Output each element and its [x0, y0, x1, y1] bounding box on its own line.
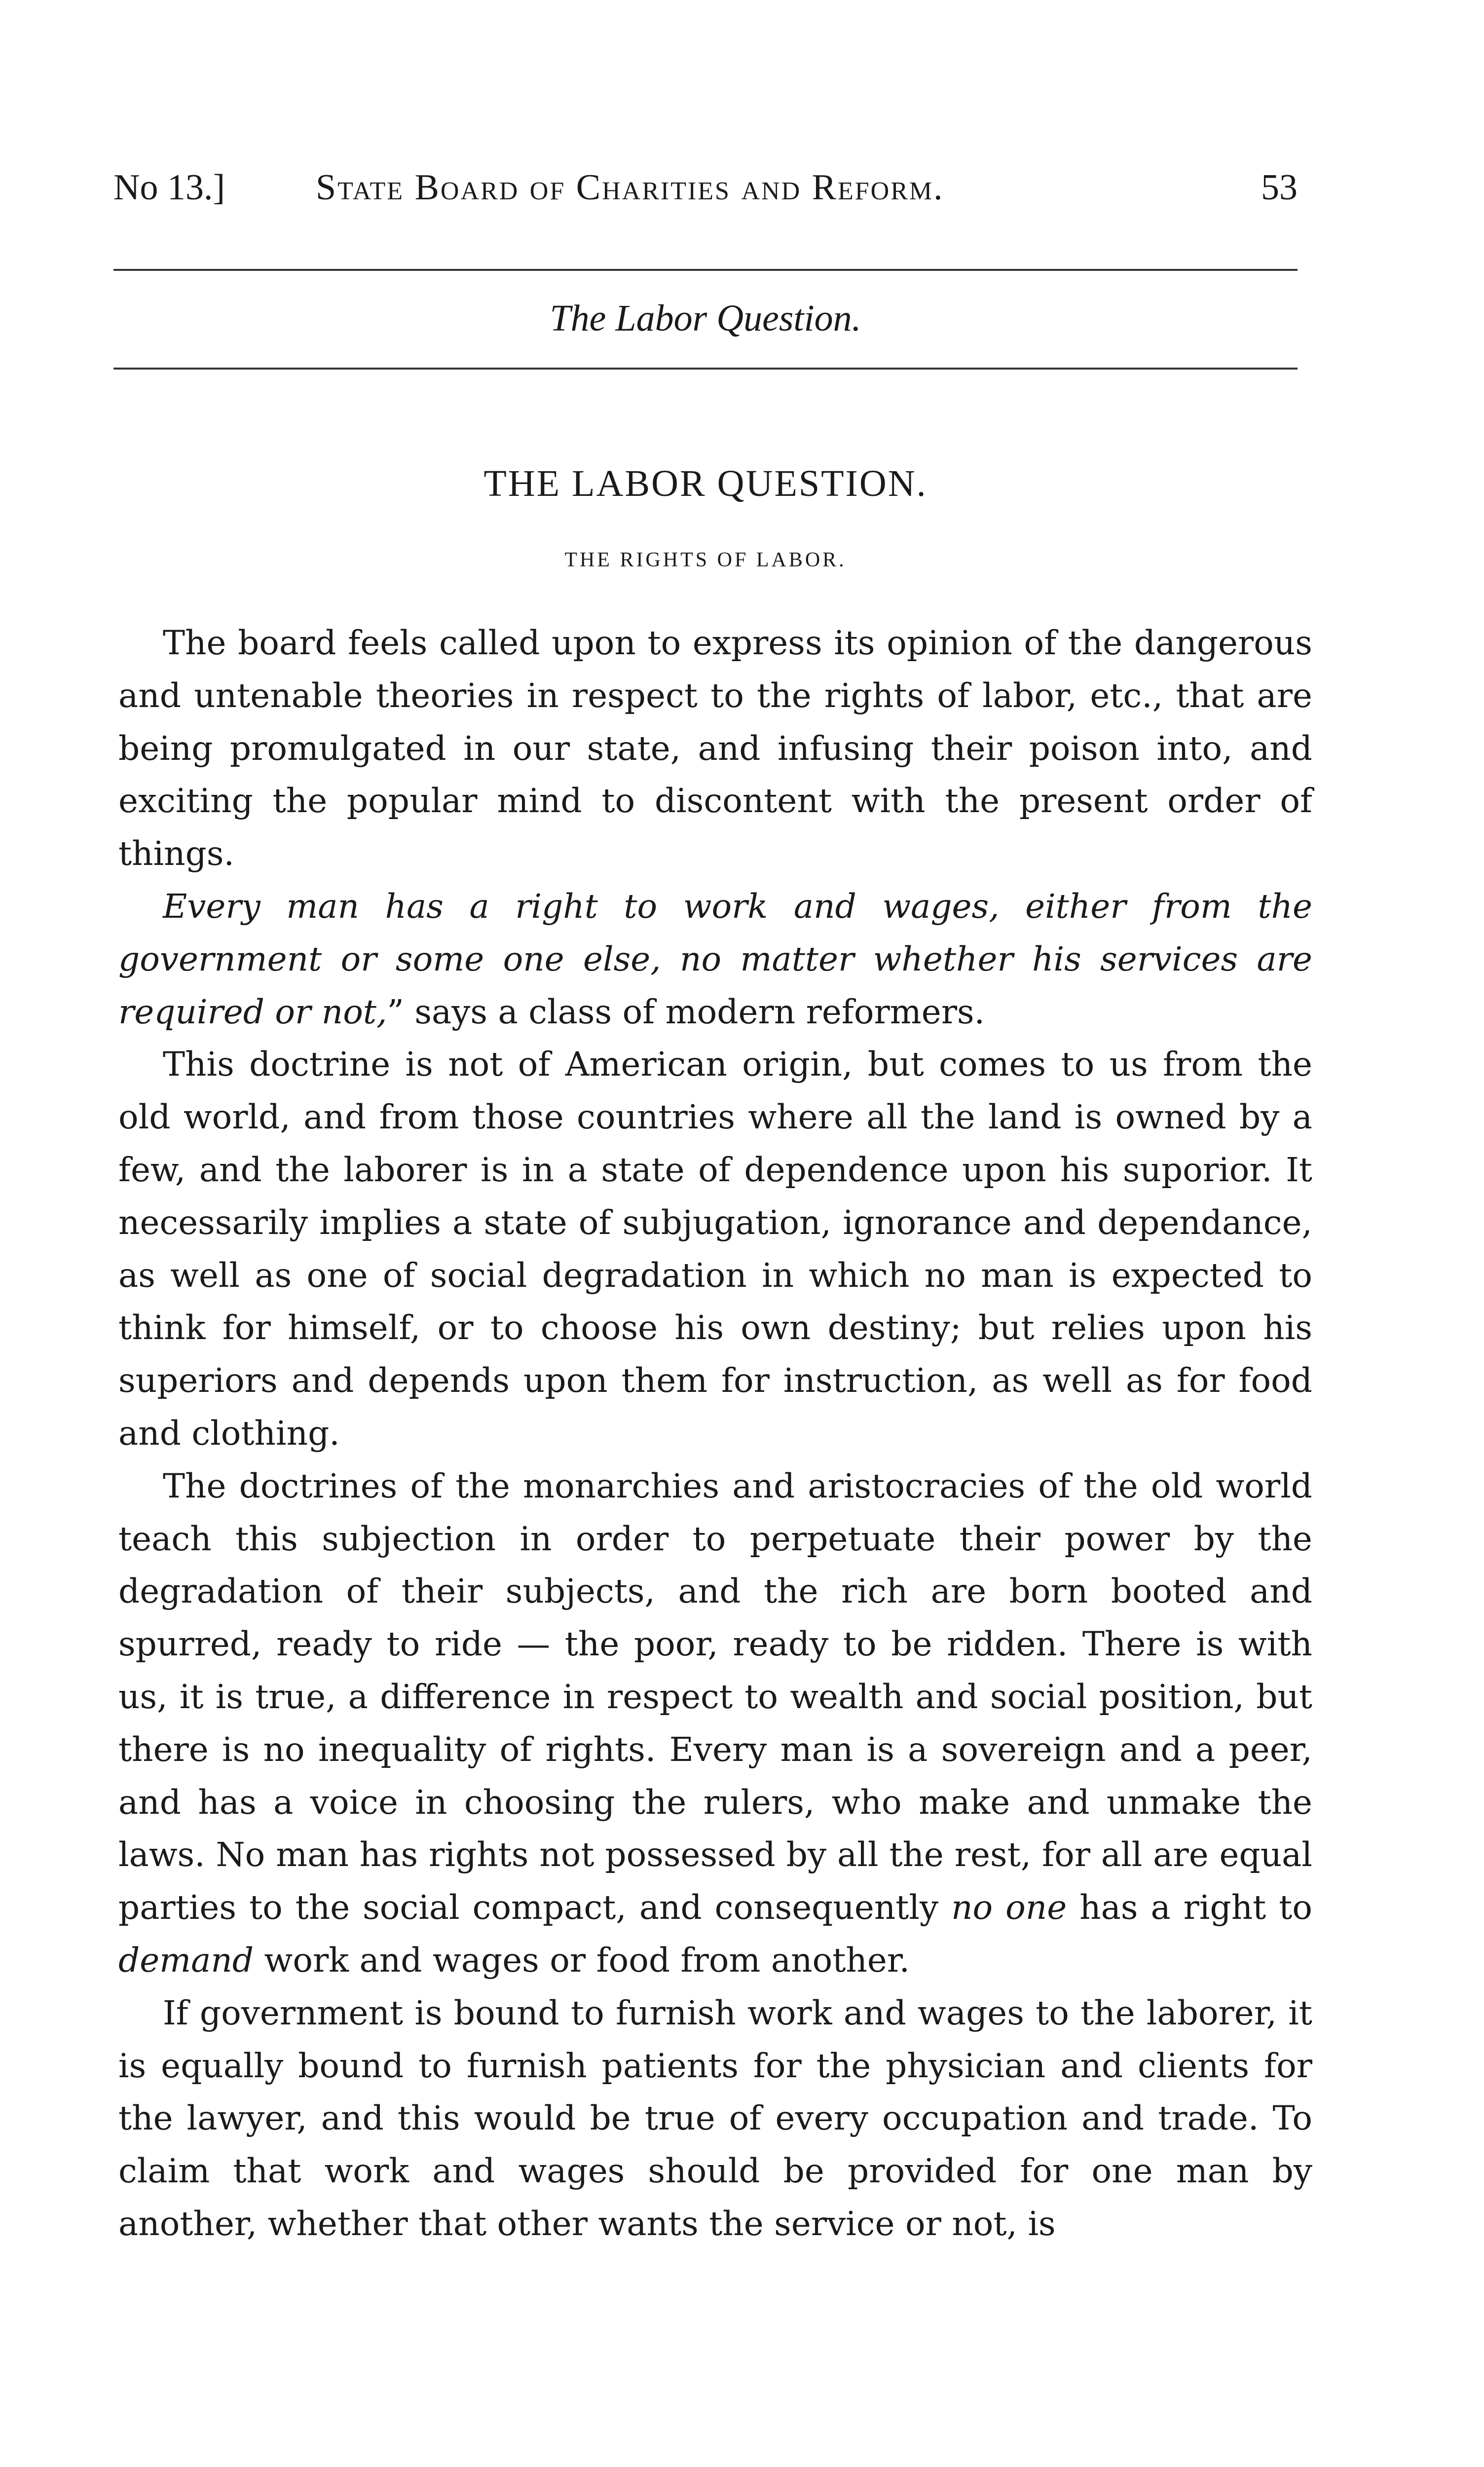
header-rule-bottom: [113, 368, 1298, 370]
page-subtitle: THE RIGHTS OF LABOR.: [564, 549, 847, 571]
paragraph-2: [118, 880, 1312, 1038]
paragraph-4-part-2: has a right to: [1067, 1888, 1312, 1927]
section-head: The Labor Question.: [550, 298, 861, 339]
paragraph-4: [118, 1460, 1312, 1987]
document-number: No 13.]: [113, 167, 225, 208]
paragraph-5: If government is bound to furnish work and wages to the laborer, it is equally bound to furnish patients for the physician and clients for the lawyer, and this would be true of every occupation and trade. To claim that work and wages should be provided for one man by another, whether that other wants the service or not, is: [118, 1993, 1312, 2243]
quoted-claim: Every man has a right to work and wages, either from the government or some one else, no matter whether his services are required or not,: [118, 886, 1312, 1031]
paragraph-4-part-3: work and wages or food from another.: [254, 1940, 910, 1980]
paragraph-1: The board feels called upon to express its opinion of the dangerous and untenable theories in respect to the rights of labor, etc., that are being promulgated in our state, and infusing their poison into, and exciting the popular mind to discontent with the present order of things.: [118, 623, 1312, 873]
running-header: [113, 163, 1298, 212]
publication-title: State Board of Charities and Reform.: [316, 167, 944, 208]
page-title: THE LABOR QUESTION.: [483, 463, 928, 504]
emphasis-no-one: no one: [951, 1888, 1067, 1927]
paragraph-4-part-1: The doctrines of the monarchies and aristocracies of the old world teach this subjection in order to perpetuate their power by the degradation of their subjects, and the rich are born booted and spurred, ready to ride — the poor, ready to be ridden. There is with us, it is true, a difference in respect to wealth and social position, but there is no inequality of rights. Every man is a sovereign and a peer, and has a voice in choosing the rulers, who make and unmake the laws. No man has rights not possessed by all the rest, for all are equal parties to the social compact, and consequently: [118, 1466, 1312, 1927]
emphasis-demand: demand: [118, 1940, 254, 1980]
body-text: [118, 617, 1312, 2250]
quote-attribution: ” says a class of modern reformers.: [387, 992, 985, 1031]
paragraph-3: This doctrine is not of American origin, but comes to us from the old world, and from those countries where all the land is owned by a few, and the laborer is in a state of dependence upon his suporior. It necessarily implies a state of subjugation, ignorance and dependance, as well as one of social degradation in which no man is expected to think for himself, or to choose his own destiny; but relies upon his superiors and depends upon them for instruction, as well as for food and clothing.: [118, 1045, 1312, 1453]
page-number: 53: [1261, 167, 1298, 208]
header-rule-top: [113, 269, 1298, 271]
